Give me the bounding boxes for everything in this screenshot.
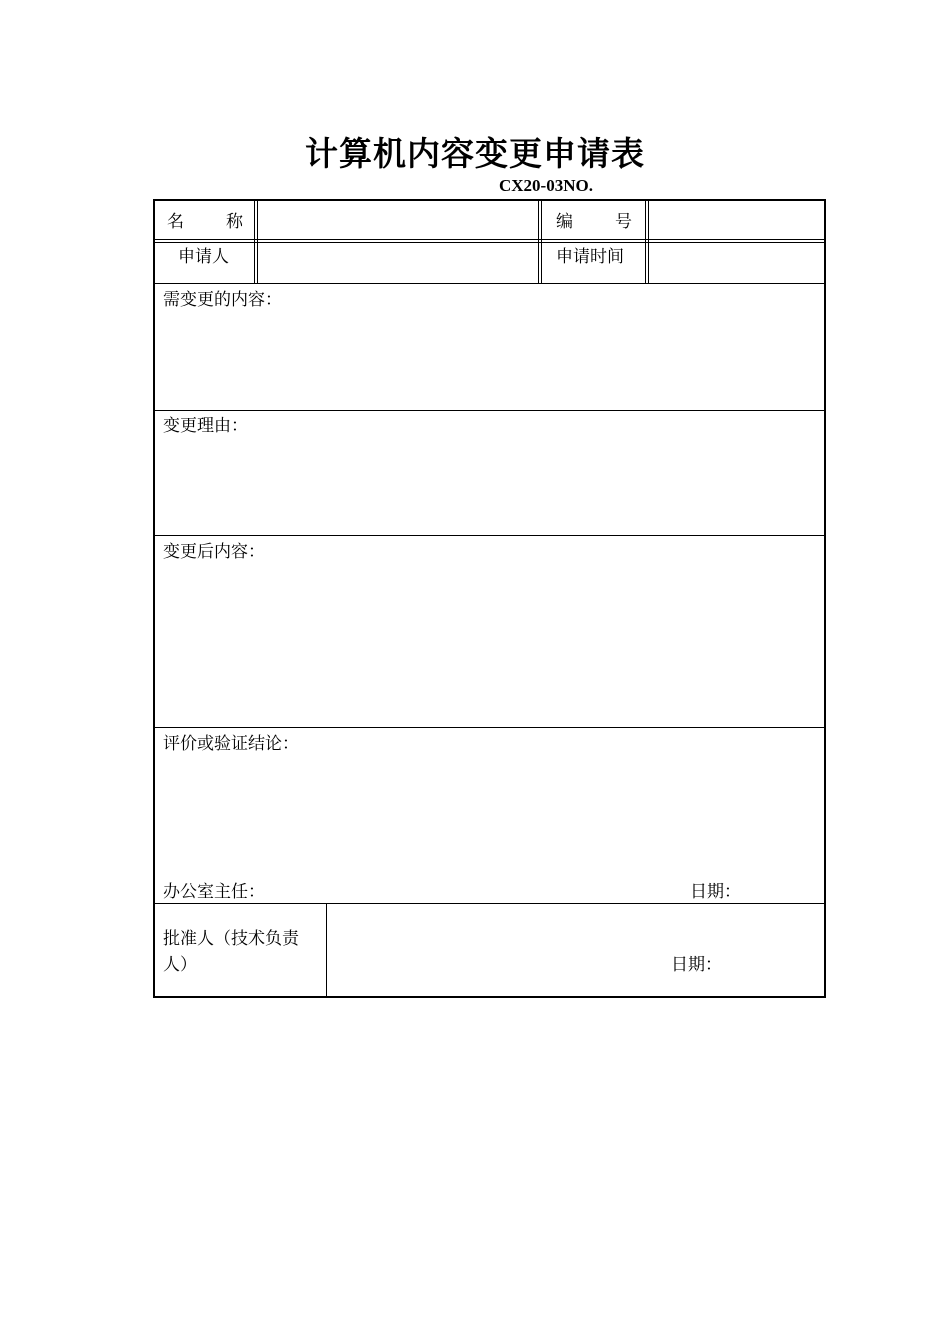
- apply-time-value-field[interactable]: [651, 245, 822, 281]
- content-to-change-label: 需变更的内容：: [163, 290, 282, 310]
- row-divider-1a: [155, 239, 824, 240]
- applicant-label: 申请人: [178, 247, 229, 267]
- number-label-a: 编: [556, 212, 573, 232]
- row-divider-4: [155, 535, 824, 536]
- form-table: [153, 199, 826, 998]
- col-divider-approver: [326, 903, 327, 996]
- col-divider-c1: [645, 201, 646, 283]
- number-label-b: 号: [615, 212, 632, 232]
- content-after-label: 变更后内容：: [163, 542, 265, 562]
- col-divider-a1: [254, 201, 255, 283]
- page-title: 计算机内容变更申请表: [305, 134, 645, 173]
- name-label-b: 称: [226, 212, 243, 232]
- approver-label: 批准人（技术负责人）: [163, 929, 299, 975]
- name-value-field[interactable]: [260, 203, 536, 237]
- form-number: CX20-03NO.: [499, 176, 593, 195]
- applicant-value-field[interactable]: [260, 245, 536, 281]
- col-divider-a2: [257, 201, 258, 283]
- apply-time-label: 申请时间: [556, 247, 624, 267]
- evaluation-label: 评价或验证结论：: [163, 734, 299, 754]
- row-divider-3: [155, 410, 824, 411]
- name-label: [167, 211, 243, 233]
- row-divider-5: [155, 727, 824, 728]
- date-label-approver: 日期：: [671, 955, 722, 975]
- number-value-field[interactable]: [651, 203, 822, 237]
- date-label-evaluation: 日期：: [690, 882, 741, 902]
- col-divider-b1: [538, 201, 539, 283]
- office-director-label: 办公室主任：: [163, 882, 265, 902]
- row-divider-2: [155, 283, 824, 284]
- reason-label: 变更理由：: [163, 416, 248, 436]
- col-divider-c2: [648, 201, 649, 283]
- row-divider-1b: [155, 242, 824, 243]
- col-divider-b2: [541, 201, 542, 283]
- name-label-a: 名: [167, 212, 184, 232]
- number-label: [556, 211, 632, 233]
- row-divider-6: [155, 903, 824, 904]
